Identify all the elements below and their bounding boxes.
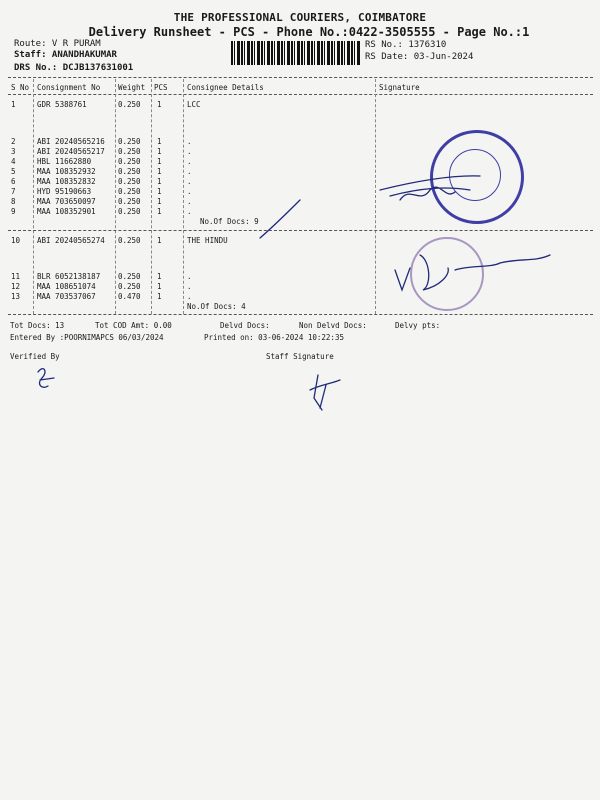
table-row-weight: 0.250 xyxy=(118,137,141,146)
group-doc-count: No.Of Docs: 9 xyxy=(200,217,259,226)
table-row-weight: 0.250 xyxy=(118,177,141,186)
table-row-sno: 4 xyxy=(11,157,16,166)
table-row-consignment: MAA 108352832 xyxy=(37,177,96,186)
table-row-consignment: MAA 703650097 xyxy=(37,197,96,206)
table-row-consignment: ABI 20240565274 xyxy=(37,236,105,245)
table-row-pcs: 1 xyxy=(157,177,162,186)
group-doc-count: No.Of Docs: 4 xyxy=(187,302,246,311)
receiver-seal-stamp xyxy=(410,237,484,311)
table-row-weight: 0.250 xyxy=(118,157,141,166)
table-row-consignment: HBL 11662880 xyxy=(37,157,92,166)
staff-signature-label: Staff Signature xyxy=(266,352,334,361)
group-divider xyxy=(8,230,593,231)
table-row-weight: 0.250 xyxy=(118,100,141,109)
route-label: Route: V R PURAM xyxy=(14,39,101,49)
table-row-sno: 11 xyxy=(11,272,21,281)
rs-date: RS Date: 03-Jun-2024 xyxy=(365,52,474,62)
total-docs: Tot Docs: 13 xyxy=(10,321,65,330)
company-seal-stamp xyxy=(430,130,524,224)
col-header-consignee: Consignee Details xyxy=(187,83,264,92)
table-row-sno: 10 xyxy=(11,236,21,245)
col-divider xyxy=(183,79,184,314)
table-row-weight: 0.470 xyxy=(118,292,141,301)
table-row-consignee: . xyxy=(187,272,192,281)
table-row-sno: 13 xyxy=(11,292,21,301)
col-header-pcs: PCS xyxy=(154,83,168,92)
table-row-consignee: . xyxy=(187,147,192,156)
table-row-sno: 8 xyxy=(11,197,16,206)
table-row-consignee: . xyxy=(187,167,192,176)
table-row-weight: 0.250 xyxy=(118,187,141,196)
header-rule-bottom xyxy=(8,94,593,95)
table-row-consignee: . xyxy=(187,187,192,196)
table-row-weight: 0.250 xyxy=(118,197,141,206)
delivered-docs: Delvd Docs: xyxy=(220,321,270,330)
table-row-consignment: ABI 20240565216 xyxy=(37,137,105,146)
company-name: THE PROFESSIONAL COURIERS, COIMBATORE xyxy=(173,11,427,24)
signature-staff xyxy=(310,375,340,410)
table-row-pcs: 1 xyxy=(157,292,162,301)
verified-by-label: Verified By xyxy=(10,352,60,361)
non-delivered-docs: Non Delvd Docs: xyxy=(299,321,367,330)
col-header-consignment: Consignment No xyxy=(37,83,101,92)
table-row-pcs: 1 xyxy=(157,167,162,176)
table-row-pcs: 1 xyxy=(157,157,162,166)
header-rule-top xyxy=(8,77,593,78)
table-row-pcs: 1 xyxy=(157,282,162,291)
runsheet-title: Delivery Runsheet - PCS - Phone No.:0422-3505555 - Page No.:1 xyxy=(88,25,530,39)
table-row-pcs: 1 xyxy=(157,187,162,196)
table-row-pcs: 1 xyxy=(157,207,162,216)
table-row-pcs: 1 xyxy=(157,236,162,245)
entered-by: Entered By :POORNIMAPCS 06/03/2024 xyxy=(10,333,164,342)
table-row-consignee: . xyxy=(187,197,192,206)
table-row-sno: 1 xyxy=(11,100,16,109)
col-header-weight: Weight xyxy=(118,83,146,92)
table-row-sno: 7 xyxy=(11,187,16,196)
signature-doc-line xyxy=(260,200,300,238)
delivery-points: Delvy pts: xyxy=(395,321,441,330)
table-row-consignment: HYD 95190663 xyxy=(37,187,92,196)
table-row-consignment: GDR 5388761 xyxy=(37,100,87,109)
table-row-pcs: 1 xyxy=(157,147,162,156)
table-row-weight: 0.250 xyxy=(118,236,141,245)
col-header-signature: Signature xyxy=(379,83,420,92)
table-row-weight: 0.250 xyxy=(118,167,141,176)
table-row-consignee: . xyxy=(187,177,192,186)
table-row-consignee: . xyxy=(187,137,192,146)
table-row-sno: 9 xyxy=(11,207,16,216)
barcode-image xyxy=(231,41,361,65)
table-row-consignee: LCC xyxy=(187,100,201,109)
table-row-pcs: 1 xyxy=(157,100,162,109)
col-divider xyxy=(115,79,116,314)
col-header-sno: S No xyxy=(11,83,30,92)
table-row-consignee: . xyxy=(187,282,192,291)
table-row-pcs: 1 xyxy=(157,137,162,146)
table-row-sno: 5 xyxy=(11,167,16,176)
drs-number: DRS No.: DCJB137631001 xyxy=(14,63,134,73)
table-row-weight: 0.250 xyxy=(118,282,141,291)
staff-label: Staff: ANANDHAKUMAR xyxy=(14,50,117,60)
signature-verified xyxy=(38,369,54,388)
table-row-weight: 0.250 xyxy=(118,272,141,281)
table-row-consignment: ABI 20240565217 xyxy=(37,147,105,156)
table-row-consignee: . xyxy=(187,207,192,216)
table-row-consignee: . xyxy=(187,292,192,301)
col-divider xyxy=(375,79,376,314)
table-row-sno: 2 xyxy=(11,137,16,146)
table-row-pcs: 1 xyxy=(157,197,162,206)
table-row-sno: 6 xyxy=(11,177,16,186)
table-row-pcs: 1 xyxy=(157,272,162,281)
table-row-sno: 3 xyxy=(11,147,16,156)
table-row-weight: 0.250 xyxy=(118,207,141,216)
rs-number: RS No.: 1376310 xyxy=(365,40,447,50)
seal-inner-ring xyxy=(449,149,501,201)
table-row-consignment: BLR 6052138187 xyxy=(37,272,101,281)
table-row-consignment: MAA 108651074 xyxy=(37,282,96,291)
table-row-consignee: . xyxy=(187,157,192,166)
table-row-sno: 12 xyxy=(11,282,21,291)
total-cod-amount: Tot COD Amt: 0.00 xyxy=(95,321,172,330)
col-divider xyxy=(33,79,34,314)
table-row-consignee: THE HINDU xyxy=(187,236,228,245)
col-divider xyxy=(151,79,152,314)
table-row-consignment: MAA 108352901 xyxy=(37,207,96,216)
table-row-weight: 0.250 xyxy=(118,147,141,156)
table-row-consignment: MAA 703537067 xyxy=(37,292,96,301)
printed-on: Printed on: 03-06-2024 10:22:35 xyxy=(204,333,344,342)
table-bottom-rule xyxy=(8,314,593,315)
table-row-consignment: MAA 108352932 xyxy=(37,167,96,176)
